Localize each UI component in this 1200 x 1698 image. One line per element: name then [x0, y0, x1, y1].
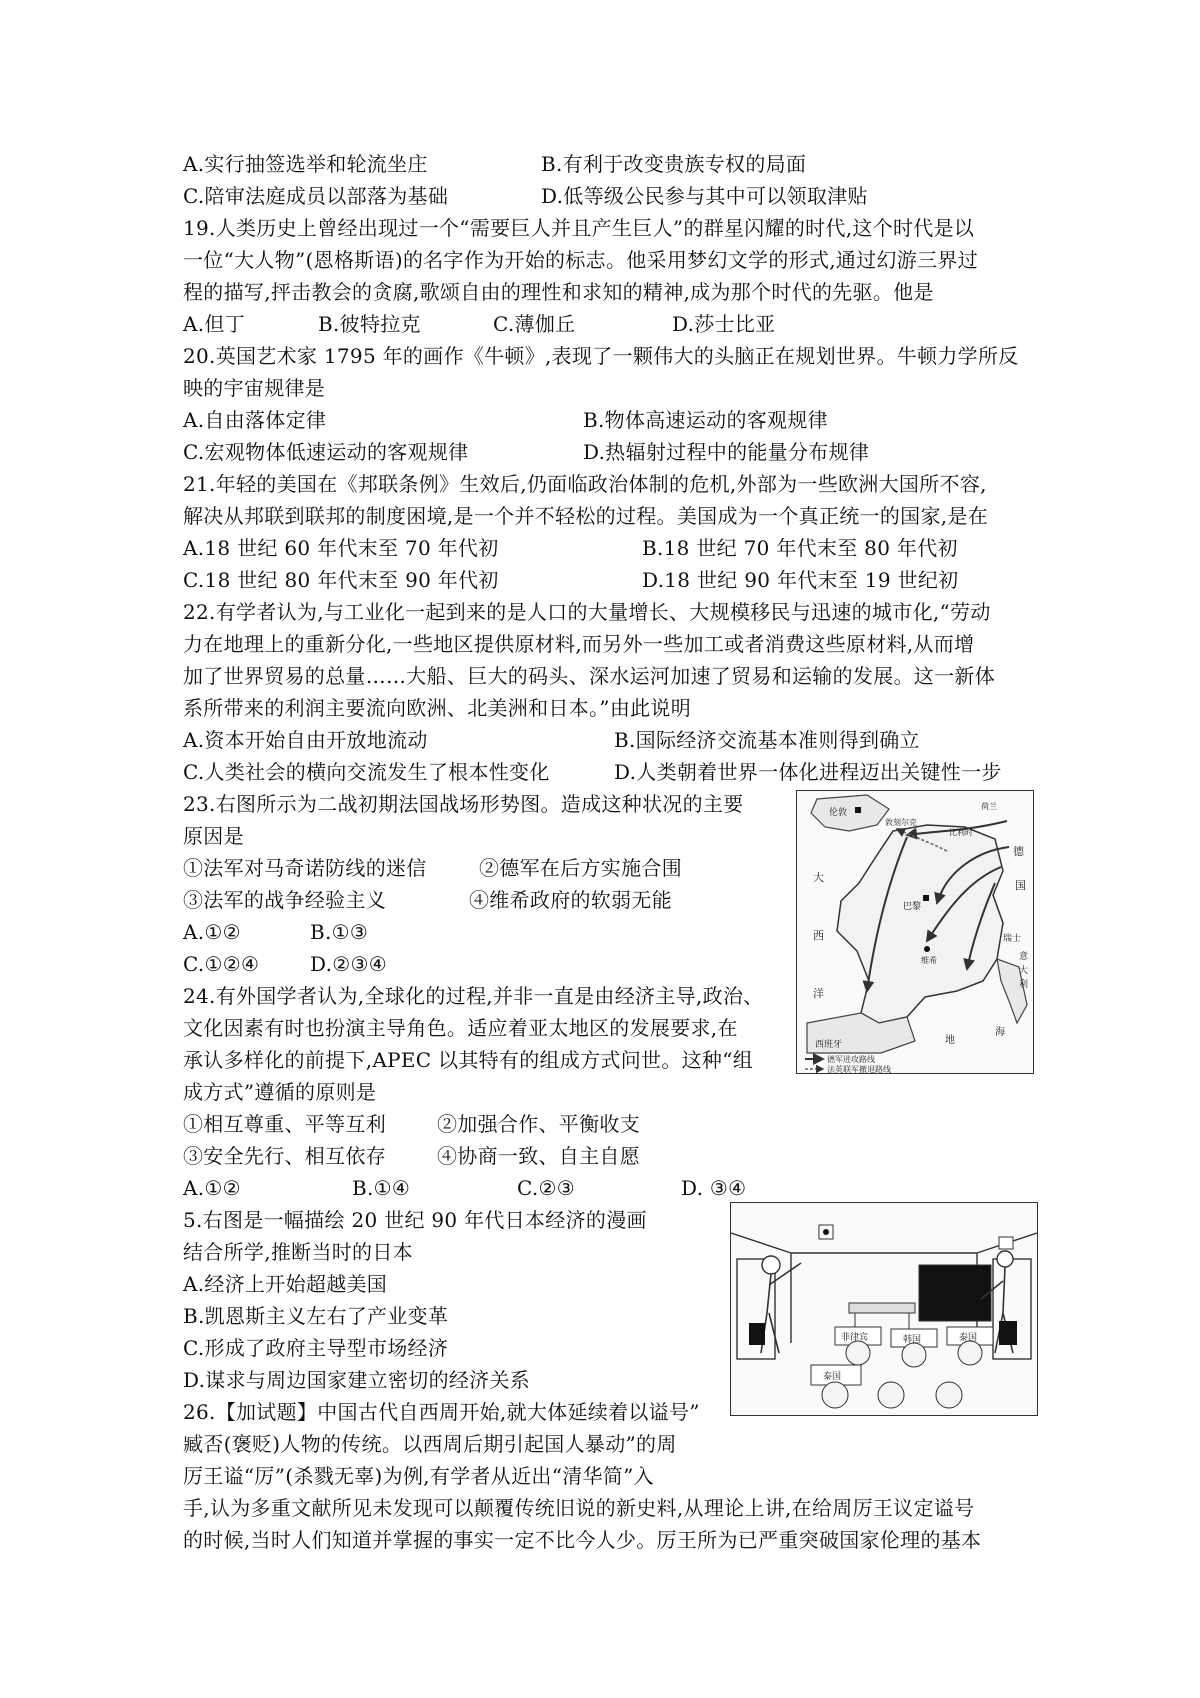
q23-item-2: ②德军在后方实施合围 [479, 856, 682, 880]
q25-stem-line2: 结合所学,推断当时的日本 [183, 1240, 413, 1264]
map-label-med-2: 海 [995, 1027, 1005, 1038]
q20-option-c: C.宏观物体低速运动的客观规律 [183, 440, 469, 464]
map-label-paris: 巴黎 [903, 902, 922, 912]
q22-option-a: A.资本开始自由开放地流动 [183, 728, 428, 752]
q19-option-a: A.但丁 [183, 312, 246, 336]
map-label-vichy: 维希 [921, 956, 937, 965]
q25-option-c: C.形成了政府主导型市场经济 [183, 1336, 449, 1360]
q20-option-b: B.物体高速运动的客观规律 [583, 408, 828, 432]
q22-stem-line1: 22.有学者认为,与工业化一起到来的是人口的大量增长、大规模移民与迅速的城市化,“劳动 [183, 600, 991, 624]
q26-stem-line2: 臧否(褒贬)人物的传统。以西周后期引起国人暴动”的周 [183, 1432, 677, 1456]
map-label-med-1: 地 [945, 1035, 955, 1046]
q22-option-b: B.国际经济交流基本准则得到确立 [614, 728, 920, 752]
q20-stem-line2: 映的宇宙规律是 [183, 376, 326, 400]
q19-option-b: B.彼特拉克 [318, 312, 421, 336]
q26-stem-line5: 的时候,当时人们知道并掌握的事实一定不比今人少。厉王所为已严重突破国家伦理的基本 [183, 1528, 982, 1552]
cartoon-desk-label-4: 泰国 [823, 1372, 842, 1382]
map-label-germany-2: 国 [1015, 879, 1026, 892]
map-label-atlantic-1: 大 [813, 871, 824, 884]
q25-stem-line1: 5.右图是一幅描绘 20 世纪 90 年代日本经济的漫画 [183, 1208, 647, 1232]
q24-stem-line2: 文化因素有时也扮演主导角色。适应着亚太地区的发展要求,在 [183, 1016, 738, 1040]
q24-stem-line3: 承认多样化的前提下,APEC 以其特有的组成方式问世。这种“组 [183, 1048, 754, 1072]
q26-stem-line3: 厉王谥“厉”(杀戮无辜)为例,有学者从近出“清华简”入 [183, 1464, 654, 1488]
q19-option-d: D.莎士比亚 [672, 312, 776, 336]
q23-item-3: ③法军的战争经验主义 [183, 888, 386, 912]
map-label-swiss: 瑞士 [1003, 934, 1022, 944]
q26-stem-line1: 26.【加试题】中国古代自西周开始,就大体延续着以谥号” [183, 1400, 700, 1424]
q23-stem-line1: 23.右图所示为二战初期法国战场形势图。造成这种状况的主要 [183, 792, 744, 816]
q24-item-3: ③安全先行、相互依存 [183, 1144, 386, 1168]
japan-economy-cartoon [730, 1202, 1038, 1416]
map-label-london: 伦敦 [829, 808, 848, 818]
map-legend-attack: 德军进攻路线 [827, 1055, 875, 1064]
map-label-dunkirk: 敦刻尔克 [885, 818, 917, 827]
q22-stem-line2: 力在地理上的重新分化,一些地区提供原材料,而另外一些加工或者消费这些原材料,从而增 [183, 632, 975, 656]
map-label-germany-1: 德 [1013, 845, 1024, 858]
q26-stem-line4: 手,认为多重文献所见未发现可以颠覆传统旧说的新史料,从理论上讲,在给周厉王议定谥号 [183, 1496, 975, 1520]
q25-option-d: D.谋求与周边国家建立密切的经济关系 [183, 1368, 531, 1392]
q24-option-a: A.①② [183, 1176, 241, 1200]
map-label-holland: 荷兰 [981, 802, 997, 811]
q19-option-c: C.薄伽丘 [493, 312, 576, 336]
q24-option-c: C.②③ [517, 1176, 576, 1200]
q18-option-d: D.低等级公民参与其中可以领取津贴 [541, 184, 868, 208]
q23-option-d: D.②③④ [310, 952, 387, 976]
q24-stem-line4: 成方式”遵循的原则是 [183, 1080, 377, 1104]
map-label-italy-1: 意 [1019, 952, 1029, 962]
q22-stem-line4: 系所带来的利润主要流向欧洲、北美洲和日本。”由此说明 [183, 696, 692, 720]
q18-option-a: A.实行抽签选举和轮流坐庄 [183, 152, 428, 176]
q21-option-d: D.18 世纪 90 年代末至 19 世纪初 [642, 568, 959, 592]
q24-option-d: D. ③④ [681, 1176, 747, 1200]
q22-option-c: C.人类社会的横向交流发生了根本性变化 [183, 760, 550, 784]
q23-option-b: B.①③ [310, 920, 369, 944]
q24-stem-line1: 24.有外国学者认为,全球化的过程,并非一直是由经济主导,政治、 [183, 984, 764, 1008]
map-label-atlantic-2: 西 [813, 929, 824, 942]
q23-option-c: C.①②④ [183, 952, 260, 976]
q18-option-c: C.陪审法庭成员以部落为基础 [183, 184, 449, 208]
q20-stem-line1: 20.英国艺术家 1795 年的画作《牛顿》,表现了一颗伟大的头脑正在规划世界。牛顿力学所反 [183, 344, 1019, 368]
q21-option-b: B.18 世纪 70 年代末至 80 年代初 [642, 536, 958, 560]
map-legend-retreat: 法英联军撤退路线 [827, 1065, 891, 1073]
q21-stem-line1: 21.年轻的美国在《邦联条例》生效后,仍面临政治体制的危机,外部为一些欧洲大国所不容, [183, 472, 987, 496]
q22-stem-line3: 加了世界贸易的总量……大船、巨大的码头、深水运河加速了贸易和运输的发展。这一新体 [183, 664, 995, 688]
q21-option-a: A.18 世纪 60 年代末至 70 年代初 [183, 536, 499, 560]
q20-option-d: D.热辐射过程中的能量分布规律 [583, 440, 870, 464]
q20-option-a: A.自由落体定律 [183, 408, 327, 432]
q21-option-c: C.18 世纪 80 年代末至 90 年代初 [183, 568, 499, 592]
q24-item-2: ②加强合作、平衡收支 [437, 1112, 640, 1136]
q24-item-4: ④协商一致、自主自愿 [437, 1144, 640, 1168]
q22-option-d: D.人类朝着世界一体化进程迈出关键性一步 [614, 760, 1002, 784]
cartoon-desk-label-2: 韩国 [903, 1335, 922, 1345]
cartoon-desk-label-1: 菲律宾 [841, 1333, 869, 1343]
map-label-belgium: 比利时 [949, 828, 973, 837]
q23-option-a: A.①② [183, 920, 241, 944]
q19-stem-line3: 程的描写,抨击教会的贪腐,歌颂自由的理性和求知的精神,成为那个时代的先驱。他是 [183, 280, 934, 304]
q24-item-1: ①相互尊重、平等互利 [183, 1112, 386, 1136]
q19-stem-line1: 19.人类历史上曾经出现过一个“需要巨人并且产生巨人”的群星闪耀的时代,这个时代是以 [183, 216, 975, 240]
france-battlefield-map [796, 790, 1034, 1074]
q19-stem-line2: 一位“大人物”(恩格斯语)的名字作为开始的标志。他采用梦幻文学的形式,通过幻游三界过 [183, 248, 979, 272]
q25-option-b: B.凯恩斯主义左右了产业变革 [183, 1304, 449, 1328]
map-label-atlantic-3: 洋 [813, 987, 824, 1000]
q25-option-a: A.经济上开始超越美国 [183, 1272, 388, 1296]
q24-option-b: B.①④ [352, 1176, 411, 1200]
q18-option-b: B.有利于改变贵族专权的局面 [541, 152, 807, 176]
map-label-italy-2: 大 [1019, 966, 1029, 976]
q23-item-4: ④维希政府的软弱无能 [469, 888, 672, 912]
cartoon-desk-label-3: 泰国 [959, 1333, 978, 1343]
map-label-italy-3: 利 [1019, 980, 1029, 990]
q23-item-1: ①法军对马奇诺防线的迷信 [183, 856, 427, 880]
map-label-spain: 西班牙 [815, 1040, 843, 1050]
q23-stem-line2: 原因是 [183, 824, 244, 848]
q21-stem-line2: 解决从邦联到联邦的制度困境,是一个并不轻松的过程。美国成为一个真正统一的国家,是在 [183, 504, 989, 528]
